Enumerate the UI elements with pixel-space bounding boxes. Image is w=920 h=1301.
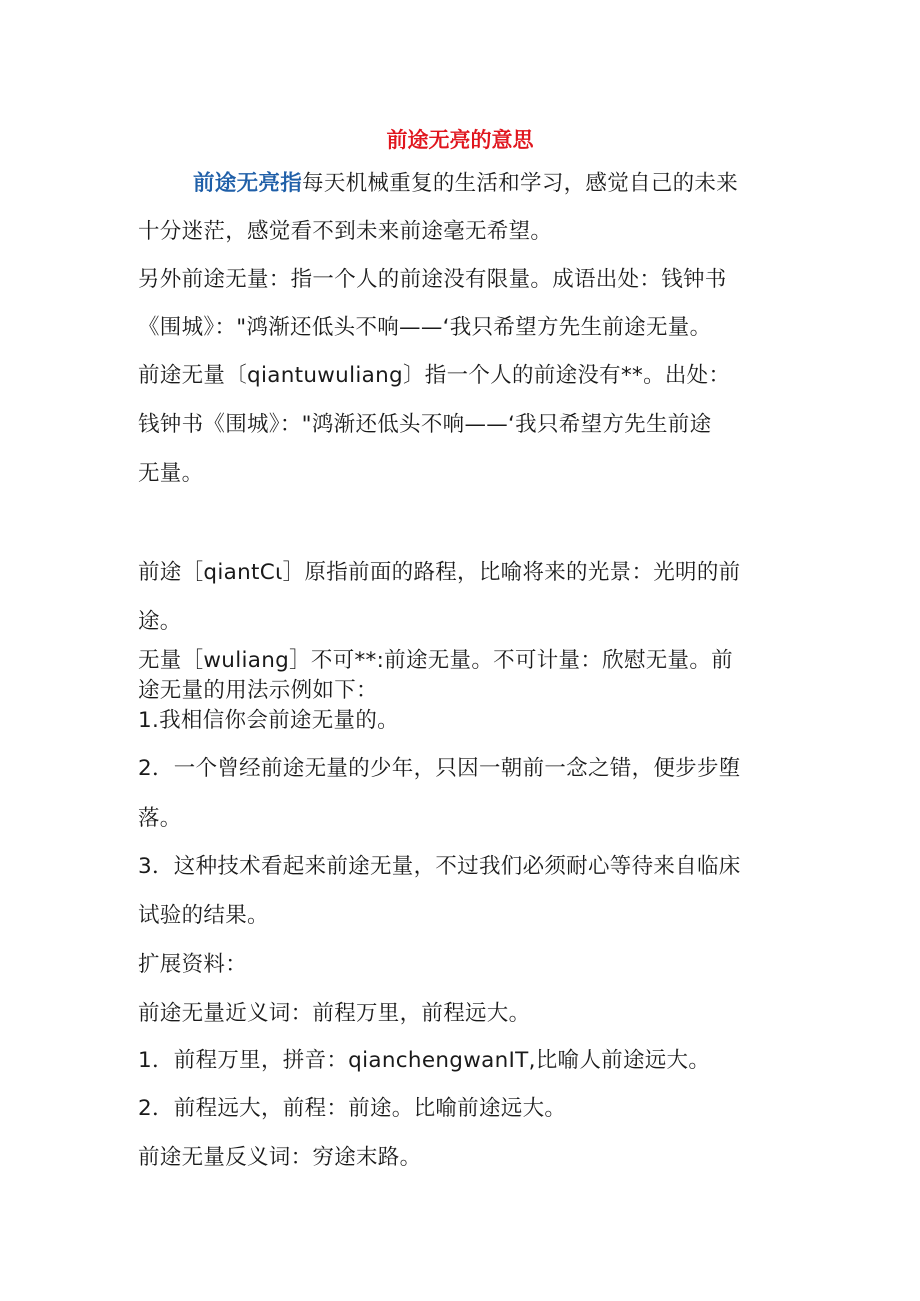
list-item: 1.我相信你会前途无量的。 bbox=[138, 708, 399, 733]
list-item: 1．前程万里，拼音：qianchengwanIT,比喻人前途远大。 bbox=[138, 1048, 711, 1073]
list-item: 2．前程远大，前程：前途。比喻前途远大。 bbox=[138, 1096, 567, 1121]
section-heading: 扩展资料： bbox=[138, 952, 248, 977]
body-line: 十分迷茫，感觉看不到未来前途毫无希望。 bbox=[138, 219, 553, 244]
body-line: 试验的结果。 bbox=[138, 903, 269, 928]
intro-line bbox=[193, 170, 793, 198]
body-line: 前途无量反义词：穷途末路。 bbox=[138, 1145, 422, 1170]
intro-text: 每天机械重复的生活和学习，感觉自己的未来 bbox=[302, 171, 739, 196]
body-line: 落。 bbox=[138, 806, 182, 831]
body-line: 前途无量近义词：前程万里，前程远大。 bbox=[138, 1001, 531, 1026]
list-item: 3．这种技术看起来前途无量，不过我们必须耐心等待来自临床 bbox=[138, 854, 741, 879]
body-line: 钱钟书《围城》："鸿渐还低头不响——‘我只希望方先生前途 bbox=[138, 412, 712, 437]
body-line: 途无量的用法示例如下： bbox=[138, 678, 378, 703]
body-line: 无量［wuliang］不可**:前途无量。不可计量：欣慰无量。前 bbox=[138, 648, 733, 673]
document-title: 前途无亮的意思 bbox=[386, 128, 534, 152]
body-line: 另外前途无量：指一个人的前途没有限量。成语出处：钱钟书 bbox=[138, 267, 727, 292]
intro-keyword: 前途无亮指 bbox=[193, 171, 303, 196]
body-line: 前途无量〔qiantuwuliang〕指一个人的前途没有**。出处： bbox=[138, 363, 731, 388]
body-line: 《围城》："鸿渐还低头不响——‘我只希望方先生前途无量。 bbox=[138, 315, 712, 340]
body-line: 途。 bbox=[138, 609, 182, 634]
body-line: 无量。 bbox=[138, 461, 204, 486]
body-line: 前途［qiantCι］原指前面的路程，比喻将来的光景：光明的前 bbox=[138, 560, 741, 585]
list-item: 2．一个曾经前途无量的少年，只因一朝前一念之错，便步步堕 bbox=[138, 756, 741, 781]
